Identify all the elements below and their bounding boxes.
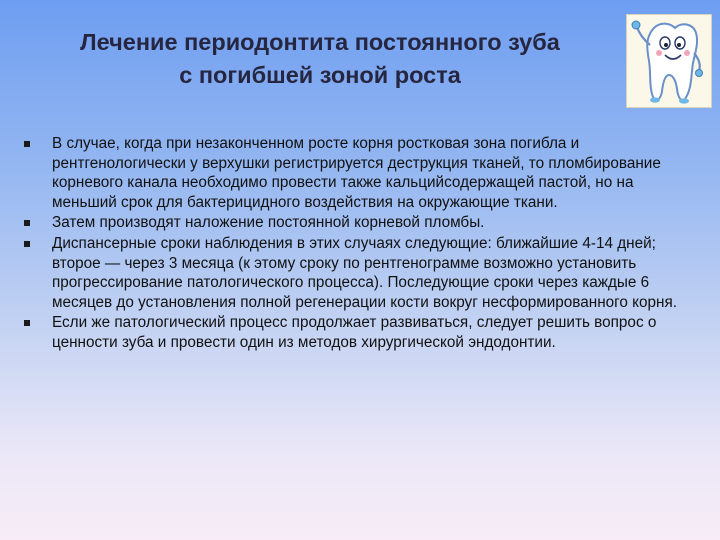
bullet-item xyxy=(20,213,700,233)
slide-title xyxy=(20,26,620,92)
bullet-text: Диспансерные сроки наблюдения в этих случаях следующие: ближайшие 4-14 дней; второе — через 3 месяца (к этому сроку по рентгенограмме возможно установить прогрессирование патологического процесса). Последующие сроки через каждые 6 месяцев до установления полной регенерации кости вокруг несформированного корня. xyxy=(52,234,678,311)
bullet-text: В случае, когда при незаконченном росте корня ростковая зона погибла и рентгенологически у верхушки регистрируется деструкция тканей, то пломбирование корневого канала необходимо провести также кальцийсодержащей пастой, но на меньший срок для бактерицидного воздействия на окружающие ткани. xyxy=(52,135,661,211)
bullet-square-icon xyxy=(24,241,30,247)
bullet-item xyxy=(20,313,700,352)
bullet-square-icon xyxy=(24,141,30,147)
bullet-item xyxy=(20,134,700,212)
bullet-text: Затем производят наложение постоянной корневой пломбы. xyxy=(52,214,485,232)
bullet-item xyxy=(20,234,700,312)
title-line-1: Лечение периодонтита постоянного зуба xyxy=(80,29,560,55)
bullet-square-icon xyxy=(24,220,30,226)
bullet-square-icon xyxy=(24,320,30,326)
tooth-cartoon-icon xyxy=(626,14,712,108)
bullet-text: Если же патологический процесс продолжает развиваться, следует решить вопрос о ценности зуба и провести один из методов хирургической эндодонтии. xyxy=(52,314,657,351)
bullet-list xyxy=(20,134,700,354)
title-line-2: с погибшей зоной роста xyxy=(179,62,461,88)
